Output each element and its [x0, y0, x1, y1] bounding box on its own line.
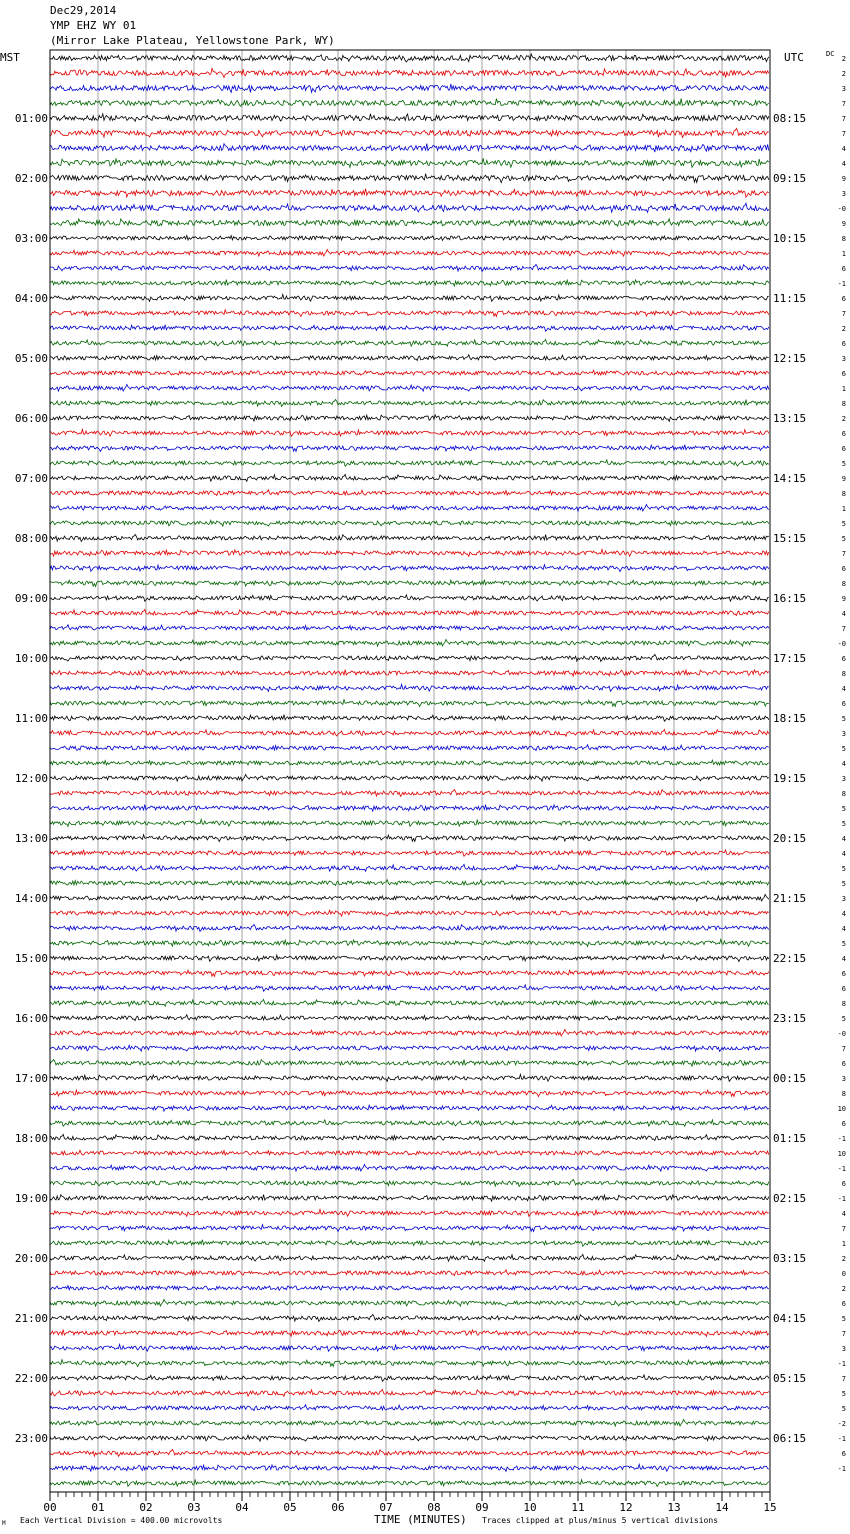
- left-hour-label: 04:00: [14, 292, 48, 305]
- seismic-traces: [50, 54, 769, 1487]
- dc-value: 1: [841, 505, 846, 513]
- trace-24: [50, 400, 769, 407]
- trace-35: [50, 565, 769, 572]
- trace-78: [50, 1209, 769, 1216]
- trace-12: [50, 219, 769, 226]
- trace-20: [50, 339, 769, 346]
- x-tick-label: 11: [571, 1501, 585, 1514]
- dc-value: -1: [837, 280, 846, 288]
- dc-value: 6: [841, 985, 846, 993]
- trace-71: [50, 1105, 769, 1111]
- trace-56: [50, 880, 769, 886]
- dc-value: 3: [841, 775, 846, 783]
- trace-27: [50, 445, 769, 452]
- dc-value: 4: [841, 850, 846, 858]
- trace-34: [50, 549, 769, 556]
- dc-value: 4: [841, 760, 846, 768]
- trace-81: [50, 1254, 769, 1261]
- trace-17: [50, 294, 769, 301]
- dc-value: 2: [841, 70, 846, 78]
- x-tick-label: 00: [43, 1501, 57, 1514]
- dc-value: 6: [841, 565, 846, 573]
- trace-16: [50, 280, 769, 287]
- right-hour-label: 04:15: [773, 1312, 807, 1325]
- trace-52: [50, 819, 769, 826]
- dc-value: 8: [841, 1000, 846, 1008]
- trace-96: [50, 1480, 769, 1487]
- trace-79: [50, 1225, 769, 1232]
- trace-54: [50, 850, 769, 857]
- dc-value: 7: [841, 1330, 846, 1338]
- header-station: YMP EHZ WY 01: [50, 19, 137, 32]
- trace-36: [50, 580, 769, 587]
- x-tick-label: 06: [331, 1501, 345, 1514]
- dc-value: 4: [841, 610, 846, 618]
- trace-29: [50, 474, 769, 481]
- dc-value: 7: [841, 625, 846, 633]
- right-hour-label: 09:15: [773, 172, 807, 185]
- left-timezone-label: MST: [0, 51, 20, 64]
- right-hour-label: 20:15: [773, 832, 807, 845]
- dc-value: 4: [841, 685, 846, 693]
- trace-19: [50, 325, 769, 332]
- trace-94: [50, 1450, 769, 1457]
- dc-value: 4: [841, 835, 846, 843]
- dc-value: 5: [841, 520, 846, 528]
- left-hour-label: 05:00: [14, 352, 48, 365]
- trace-7: [50, 144, 769, 153]
- trace-89: [50, 1375, 769, 1381]
- trace-72: [50, 1120, 769, 1127]
- trace-60: [50, 939, 769, 946]
- trace-4: [50, 99, 769, 108]
- dc-value: 9: [841, 220, 846, 228]
- left-hour-label: 13:00: [14, 832, 48, 845]
- right-hour-label: 06:15: [773, 1432, 807, 1445]
- trace-11: [50, 203, 769, 212]
- x-tick-label: 08: [427, 1501, 441, 1514]
- dc-value: 2: [841, 325, 846, 333]
- left-hour-label: 09:00: [14, 592, 48, 605]
- dc-value: -1: [837, 1465, 846, 1473]
- dc-value: 7: [841, 1045, 846, 1053]
- dc-value: 7: [841, 130, 846, 138]
- trace-70: [50, 1090, 769, 1097]
- dc-value: 8: [841, 1090, 846, 1098]
- trace-67: [50, 1045, 769, 1051]
- trace-40: [50, 640, 769, 647]
- trace-46: [50, 729, 769, 736]
- dc-value: 4: [841, 955, 846, 963]
- corner-mark: M: [2, 1520, 6, 1527]
- trace-43: [50, 684, 769, 691]
- dc-value: 5: [841, 820, 846, 828]
- trace-49: [50, 775, 769, 782]
- left-hour-label: 22:00: [14, 1372, 48, 1385]
- dc-value: 1: [841, 1240, 846, 1248]
- trace-59: [50, 925, 769, 932]
- dc-value: 5: [841, 880, 846, 888]
- right-hour-label: 23:15: [773, 1012, 807, 1025]
- header-location: (Mirror Lake Plateau, Yellowstone Park, WY): [50, 34, 335, 47]
- right-hour-label: 10:15: [773, 232, 807, 245]
- left-hour-label: 12:00: [14, 772, 48, 785]
- dc-value: 2: [841, 415, 846, 423]
- trace-87: [50, 1344, 769, 1351]
- left-hour-label: 07:00: [14, 472, 48, 485]
- trace-62: [50, 970, 769, 977]
- trace-86: [50, 1330, 769, 1337]
- trace-3: [50, 84, 769, 93]
- trace-95: [50, 1464, 769, 1471]
- trace-75: [50, 1165, 769, 1172]
- trace-9: [50, 174, 769, 183]
- x-tick-label: 04: [235, 1501, 249, 1514]
- dc-value: 9: [841, 175, 846, 183]
- left-hour-label: 10:00: [14, 652, 48, 665]
- dc-value: 1: [841, 250, 846, 258]
- dc-value: 3: [841, 1075, 846, 1083]
- trace-80: [50, 1240, 769, 1247]
- trace-21: [50, 355, 769, 361]
- trace-48: [50, 760, 769, 765]
- dc-value: 6: [841, 430, 846, 438]
- left-hour-label: 11:00: [14, 712, 48, 725]
- dc-value: -1: [837, 1165, 846, 1173]
- dc-value: 7: [841, 550, 846, 558]
- dc-value: 3: [841, 895, 846, 903]
- dc-value: 10: [837, 1105, 846, 1113]
- dc-value: 3: [841, 355, 846, 363]
- dc-value: 8: [841, 790, 846, 798]
- trace-69: [50, 1074, 769, 1081]
- x-tick-label: 10: [523, 1501, 537, 1514]
- x-tick-label: 01: [91, 1501, 105, 1514]
- x-tick-label: 15: [763, 1501, 777, 1514]
- trace-61: [50, 955, 769, 962]
- trace-45: [50, 715, 769, 722]
- dc-value: 5: [841, 865, 846, 873]
- x-tick-label: 05: [283, 1501, 297, 1514]
- dc-value: 3: [841, 190, 846, 198]
- trace-47: [50, 745, 769, 751]
- trace-65: [50, 1015, 769, 1021]
- dc-value: -1: [837, 1435, 846, 1443]
- dc-value: 9: [841, 595, 846, 603]
- left-hour-label: 15:00: [14, 952, 48, 965]
- left-hour-label: 06:00: [14, 412, 48, 425]
- right-timezone-label: UTC: [784, 51, 804, 64]
- right-hour-label: 02:15: [773, 1192, 807, 1205]
- left-hour-label: 21:00: [14, 1312, 48, 1325]
- trace-1: [50, 54, 769, 62]
- x-tick-label: 14: [715, 1501, 729, 1514]
- trace-42: [50, 670, 769, 677]
- x-axis-ticks: [43, 1492, 776, 1514]
- dc-value: 4: [841, 145, 846, 153]
- right-hour-label: 13:15: [773, 412, 807, 425]
- trace-39: [50, 625, 769, 631]
- right-hour-label: 21:15: [773, 892, 807, 905]
- trace-22: [50, 370, 769, 375]
- dc-value: 5: [841, 745, 846, 753]
- dc-value: 8: [841, 400, 846, 408]
- trace-30: [50, 490, 769, 496]
- trace-32: [50, 520, 769, 526]
- right-hour-label: 03:15: [773, 1252, 807, 1265]
- dc-value: 6: [841, 1180, 846, 1188]
- dc-value: 9: [841, 475, 846, 483]
- left-hour-label: 01:00: [14, 112, 48, 125]
- trace-37: [50, 595, 769, 601]
- dc-value: 5: [841, 535, 846, 543]
- trace-18: [50, 310, 769, 317]
- x-axis-title: TIME (MINUTES): [374, 1513, 467, 1526]
- right-hour-label: 01:15: [773, 1132, 807, 1145]
- trace-55: [50, 864, 769, 871]
- trace-88: [50, 1360, 769, 1367]
- dc-value: 7: [841, 1225, 846, 1233]
- dc-value: 2: [841, 1285, 846, 1293]
- dc-value: 2: [841, 55, 846, 63]
- trace-91: [50, 1405, 769, 1411]
- trace-50: [50, 790, 769, 797]
- trace-26: [50, 429, 769, 436]
- dc-value: -1: [837, 1360, 846, 1368]
- dc-value: 8: [841, 235, 846, 243]
- x-tick-label: 09: [475, 1501, 489, 1514]
- trace-5: [50, 114, 769, 122]
- left-hour-label: 17:00: [14, 1072, 48, 1085]
- right-hour-label: 08:15: [773, 112, 807, 125]
- dc-value: 6: [841, 340, 846, 348]
- dc-value: 6: [841, 655, 846, 663]
- trace-23: [50, 385, 769, 392]
- dc-value: 4: [841, 925, 846, 933]
- dc-value: 7: [841, 115, 846, 123]
- left-hour-label: 23:00: [14, 1432, 48, 1445]
- dc-value: 6: [841, 295, 846, 303]
- dc-value: -1: [837, 1135, 846, 1143]
- dc-value: 7: [841, 100, 846, 108]
- dc-value: 5: [841, 1015, 846, 1023]
- trace-25: [50, 415, 769, 422]
- right-hour-label: 19:15: [773, 772, 807, 785]
- dc-value: 5: [841, 715, 846, 723]
- dc-value: 8: [841, 670, 846, 678]
- dc-value: -2: [837, 1420, 846, 1428]
- dc-value: 6: [841, 970, 846, 978]
- dc-value: 8: [841, 490, 846, 498]
- dc-value: 6: [841, 445, 846, 453]
- left-hour-label: 14:00: [14, 892, 48, 905]
- dc-value: 6: [841, 700, 846, 708]
- trace-41: [50, 655, 769, 662]
- dc-value: 6: [841, 370, 846, 378]
- trace-92: [50, 1420, 769, 1427]
- trace-74: [50, 1150, 769, 1155]
- dc-value: 6: [841, 1120, 846, 1128]
- dc-value: -0: [837, 1030, 846, 1038]
- dc-value: 6: [841, 1060, 846, 1068]
- dc-label: DC: [826, 50, 835, 58]
- dc-value: 7: [841, 310, 846, 318]
- right-hour-label: 14:15: [773, 472, 807, 485]
- dc-value: 8: [841, 580, 846, 588]
- trace-2: [50, 68, 769, 77]
- left-hour-label: 16:00: [14, 1012, 48, 1025]
- trace-66: [50, 1030, 769, 1037]
- left-hour-labels: [15, 112, 48, 1445]
- dc-value: 6: [841, 1450, 846, 1458]
- dc-value: -1: [837, 1195, 846, 1203]
- dc-value: 5: [841, 940, 846, 948]
- trace-8: [50, 158, 769, 167]
- trace-68: [50, 1060, 769, 1067]
- trace-10: [50, 189, 769, 198]
- left-hour-label: 20:00: [14, 1252, 48, 1265]
- trace-76: [50, 1180, 769, 1187]
- x-tick-label: 12: [619, 1501, 633, 1514]
- trace-51: [50, 805, 769, 812]
- right-hour-labels: [773, 112, 806, 1445]
- dc-value: 0: [841, 1270, 846, 1278]
- trace-15: [50, 265, 769, 272]
- dc-value: 4: [841, 1210, 846, 1218]
- clip-note: Traces clipped at plus/minus 5 vertical divisions: [482, 1516, 719, 1525]
- trace-44: [50, 700, 769, 707]
- dc-value: 5: [841, 1315, 846, 1323]
- trace-14: [50, 250, 769, 257]
- right-hour-label: 12:15: [773, 352, 807, 365]
- dc-value: 5: [841, 460, 846, 468]
- trace-90: [50, 1389, 769, 1396]
- dc-value: 10: [837, 1150, 846, 1158]
- dc-value: 4: [841, 160, 846, 168]
- trace-64: [50, 999, 769, 1006]
- trace-73: [50, 1134, 769, 1140]
- trace-57: [50, 895, 769, 902]
- dc-value: 3: [841, 1345, 846, 1353]
- x-tick-label: 03: [187, 1501, 201, 1514]
- trace-6: [50, 129, 769, 138]
- right-hour-label: 11:15: [773, 292, 807, 305]
- trace-77: [50, 1195, 769, 1202]
- dc-value: 7: [841, 1375, 846, 1383]
- dc-value: 2: [841, 1255, 846, 1263]
- dc-value: 3: [841, 85, 846, 93]
- right-hour-label: 17:15: [773, 652, 807, 665]
- dc-value: 5: [841, 805, 846, 813]
- left-hour-label: 18:00: [14, 1132, 48, 1145]
- right-hour-label: 15:15: [773, 532, 807, 545]
- trace-31: [50, 505, 769, 512]
- right-hour-label: 22:15: [773, 952, 807, 965]
- trace-63: [50, 985, 769, 991]
- dc-value: 6: [841, 265, 846, 273]
- right-hour-label: 16:15: [773, 592, 807, 605]
- trace-53: [50, 835, 769, 842]
- trace-28: [50, 460, 769, 466]
- x-tick-label: 13: [667, 1501, 681, 1514]
- trace-13: [50, 236, 769, 241]
- dc-value: 5: [841, 1405, 846, 1413]
- dc-value: 6: [841, 1300, 846, 1308]
- trace-85: [50, 1315, 769, 1322]
- trace-38: [50, 609, 769, 615]
- x-tick-label: 02: [139, 1501, 153, 1514]
- trace-83: [50, 1285, 769, 1290]
- dc-value: -0: [837, 640, 846, 648]
- dc-value: 3: [841, 730, 846, 738]
- dc-value: 5: [841, 1390, 846, 1398]
- left-hour-label: 03:00: [14, 232, 48, 245]
- dc-value: -0: [837, 205, 846, 213]
- right-hour-label: 18:15: [773, 712, 807, 725]
- trace-84: [50, 1300, 769, 1307]
- trace-58: [50, 910, 769, 916]
- left-hour-label: 02:00: [14, 172, 48, 185]
- x-tick-label: 07: [379, 1501, 393, 1514]
- right-hour-label: 00:15: [773, 1072, 807, 1085]
- header-date: Dec29,2014: [50, 4, 117, 17]
- trace-82: [50, 1270, 769, 1276]
- right-hour-label: 05:15: [773, 1372, 807, 1385]
- dc-value: 1: [841, 385, 846, 393]
- dc-offset-labels: [838, 55, 846, 1473]
- minute-gridlines: [98, 50, 722, 1492]
- left-hour-label: 08:00: [14, 532, 48, 545]
- trace-93: [50, 1435, 769, 1441]
- trace-33: [50, 535, 769, 542]
- scale-note: Each Vertical Division = 400.00 microvolts: [20, 1516, 223, 1525]
- left-hour-label: 19:00: [14, 1192, 48, 1205]
- dc-value: 4: [841, 910, 846, 918]
